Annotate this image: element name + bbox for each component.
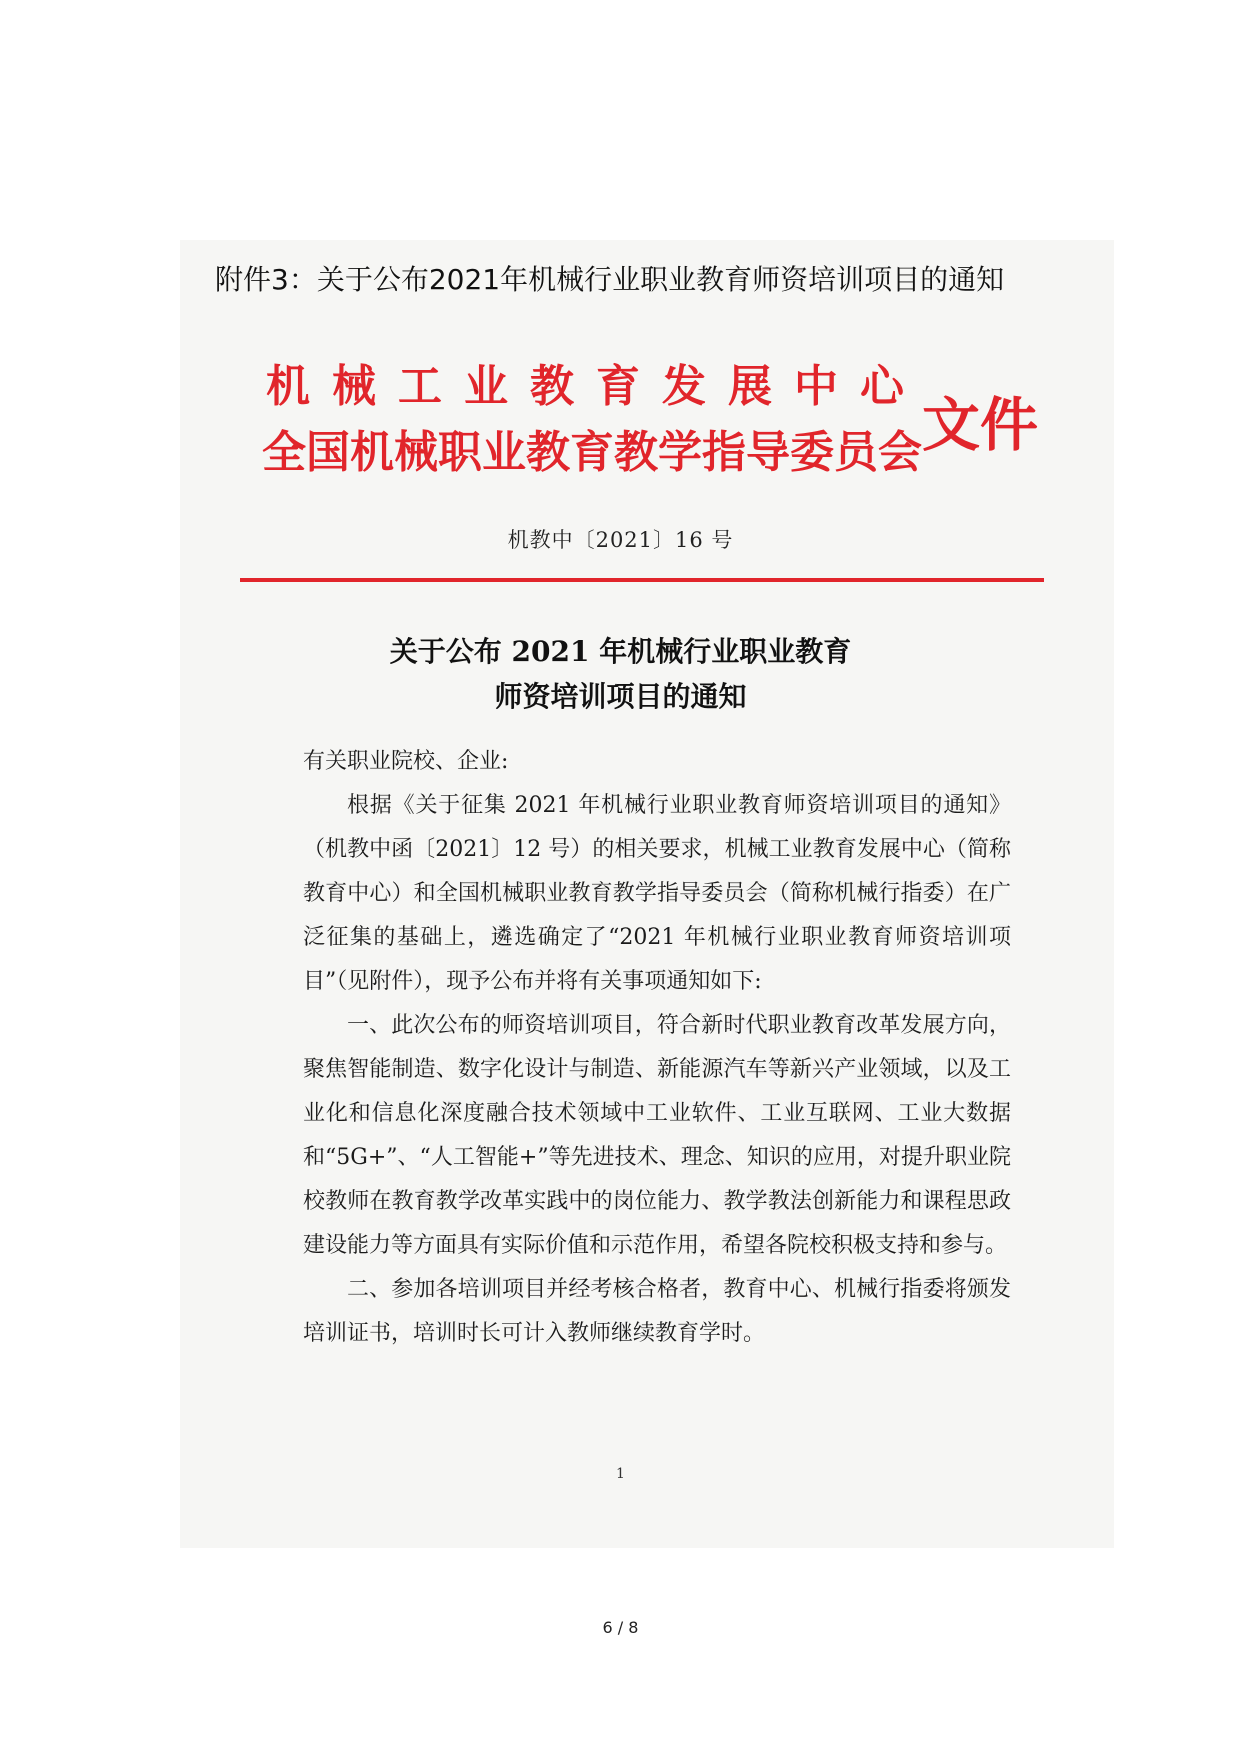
letterhead-divider — [240, 578, 1044, 582]
letterhead-org-1: 机械工业教育发展中心 — [266, 361, 926, 412]
paragraph-1: 根据《关于征集 2021 年机械行业职业教育师资培训项目的通知》（机教中函〔2021〕12 号）的相关要求，机械工业教育发展中心（简称教育中心）和全国机械职业教育教学指导委员会（简称机械行指委）在广泛征集的基础上，遴选确定了“2021 年机械行业职业教育师资培训项目”（见附件），现予公布并将有关事项通知如下: — [303, 793, 1011, 994]
paragraph-3: 二、参加各培训项目并经考核合格者，教育中心、机械行指委将颁发培训证书，培训时长可计入教师继续教育学时。 — [303, 1277, 1011, 1346]
document-number: 机教中〔2021〕16 号 — [507, 528, 734, 552]
letterhead-suffix: 文件 — [922, 391, 1039, 459]
document-page-number: 1 — [616, 1466, 625, 1482]
notice-title-line-2: 师资培训项目的通知 — [494, 680, 747, 713]
notice-title-line-1: 关于公布 2021 年机械行业职业教育 — [389, 635, 852, 668]
notice-body — [303, 740, 1011, 1356]
attachment-heading: 附件3：关于公布2021年机械行业职业教育师资培训项目的通知 — [215, 263, 1005, 296]
letterhead — [262, 350, 1062, 480]
paragraph-2: 一、此次公布的师资培训项目，符合新时代职业教育改革发展方向，聚焦智能制造、数字化设计与制造、新能源汽车等新兴产业领域，以及工业化和信息化深度融合技术领域中工业软件、工业互联网、工业大数据和“5G+”、“人工智能+”等先进技术、理念、知识的应用，对提升职业院校教师在教育教学改革实践中的岗位能力、教学教法创新能力和课程思政建设能力等方面具有实际价值和示范作用，希望各院校积极支持和参与。 — [303, 1013, 1011, 1258]
salutation: 有关职业院校、企业: — [303, 749, 509, 774]
letterhead-org-2: 全国机械职业教育教学指导委员会 — [262, 427, 922, 478]
viewer-page-counter: 6 / 8 — [602, 1618, 639, 1637]
